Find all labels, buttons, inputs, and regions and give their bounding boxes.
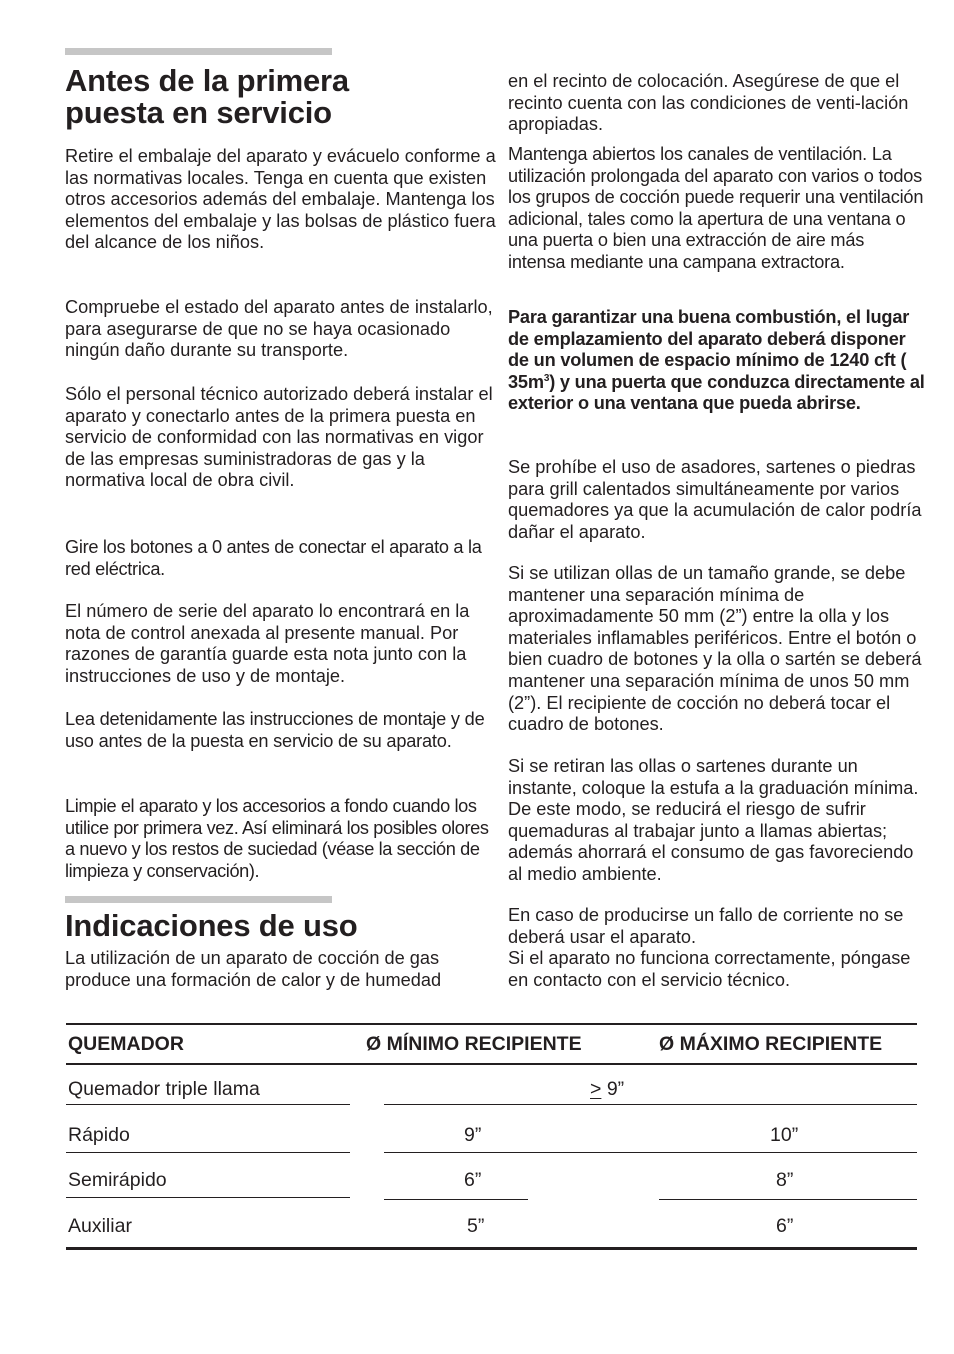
paragraph-usage-intro: La utilización de un aparato de cocción de gas produce una formación de calor y de humedad	[65, 948, 442, 990]
paragraph-grill: Se prohíbe el uso de asadores, sartenes o piedras para grill calentados simultáneamente por varios quemadores ya que la acumulación de calor podría dañar el aparato.	[508, 457, 922, 542]
paragraph-large-pots: Si se utilizan ollas de un tamaño grande, se debe mantener una separación mínima de aproximadamente 50 mm (2”) entre la olla y los materiales inflamables periféricos. Entre el botón o bien cuadro de botones y la olla o sartén se deberá mantener una separación mínima de unos 50 mm (2”). El recipiente de cocción no deberá tocar el cuadro de botones.	[508, 563, 922, 735]
combustion-text: Para garantizar una buena combustión, el lugar de emplazamiento del aparato deberá disponer de un volumen de espacio mínimo de 1240 cft ( 35m	[508, 307, 910, 392]
table-top-rule	[66, 1023, 917, 1025]
header-burner: QUEMADOR	[68, 1033, 184, 1055]
header-max-vessel: Ø MÁXIMO RECIPIENTE	[659, 1033, 883, 1055]
paragraph-ventilation: Mantenga abiertos los canales de ventilación. La utilización prolongada del aparato con varios o todos los grupos de cocción puede requerir una ventilación adicional, tales como la apertura de una ventana o una puerta o bien una extracción de aire más intensa mediante una campana extractora.	[508, 144, 924, 272]
header-min-vessel: Ø MÍNIMO RECIPIENTE	[366, 1033, 582, 1055]
table-cell-max: 8”	[776, 1169, 794, 1191]
row-divider	[66, 1197, 350, 1198]
paragraph-clean: Limpie el aparato y los accesorios a fondo cuando los utilice por primera vez. Así eliminará los posibles olores a nuevo y los restos de suciedad (véase la sección de limpieza y conservación).	[65, 796, 489, 881]
table-cell-max: 6”	[776, 1215, 794, 1237]
table-cell-min: 6”	[464, 1169, 482, 1191]
power-failure-text: En caso de producirse un fallo de corriente no se deberá usar el aparato.	[508, 905, 904, 947]
table-cell-burner: Semirápido	[68, 1169, 167, 1191]
row-divider	[384, 1199, 528, 1200]
row-divider	[659, 1199, 917, 1200]
section-rule-2	[65, 896, 332, 903]
paragraph-remove-pots: Si se retiran las ollas o sartenes durante un instante, coloque la estufa a la graduación mínima. De este modo, se reducirá el riesgo de sufrir quemaduras al trabajar junto a llamas abiertas; además ahorrará el consumo de gas favoreciendo al medio ambiente.	[508, 756, 919, 884]
paragraph-continuation: en el recinto de colocación. Asegúrese de que el recinto cuenta con las condiciones de venti-lación apropiadas.	[508, 71, 909, 135]
service-text: Si el aparato no funciona correctamente, póngase en contacto con el servicio técnico.	[508, 948, 911, 990]
row-divider	[384, 1104, 917, 1105]
table-cell-min	[590, 1077, 624, 1101]
paragraph-serial: El número de serie del aparato lo encontrará en la nota de control anexada al presente manual. Por razones de garantía guarde esta nota junto con la instrucciones de uso y de montaje.	[65, 601, 470, 686]
table-cell-max: 10”	[770, 1124, 799, 1146]
paragraph-technician: Sólo el personal técnico autorizado deberá instalar el aparato y conectarlo antes de la primera puesta en servicio de conformidad con las normativas en vigor de las empresas suministradoras de gas y la normativa local de obra civil.	[65, 384, 493, 491]
row-divider	[384, 1152, 917, 1153]
table-cell-min: 5”	[467, 1215, 485, 1237]
paragraph-inspect: Compruebe el estado del aparato antes de instalarlo, para asegurarse de que no se haya ocasionado ningún daño durante su transporte.	[65, 297, 493, 361]
row-divider	[66, 1104, 350, 1105]
paragraph-read-instructions: Lea detenidamente las instrucciones de montaje y de uso antes de la puesta en servicio de su aparato.	[65, 709, 485, 751]
greater-equal-sign: >	[590, 1078, 602, 1100]
table-cell-burner: Auxiliar	[68, 1215, 132, 1237]
table-cell-burner: Quemador triple llama	[68, 1078, 260, 1100]
header-rule	[66, 1063, 917, 1065]
table-cell-min: 9”	[464, 1124, 482, 1146]
section-title-usage: Indicaciones de uso	[65, 908, 358, 943]
min-value: 9”	[606, 1078, 625, 1100]
superscript-3: 3	[543, 372, 550, 384]
row-divider	[66, 1152, 350, 1153]
table-cell-burner: Rápido	[68, 1124, 130, 1146]
title-line-1: Antes de la primera	[65, 63, 349, 98]
combustion-text-end: ) y una puerta que conduzca directamente al exterior o una ventana que pueda abrirse.	[508, 371, 925, 414]
paragraph-power-failure	[508, 905, 926, 991]
paragraph-knobs: Gire los botones a 0 antes de conectar el aparato a la red eléctrica.	[65, 537, 482, 579]
section-title-before-first-use	[65, 65, 349, 129]
paragraph-packaging: Retire el embalaje del aparato y evácuelo conforme a las normativas locales. Tenga en cuenta que existen otros accesorios además del embalaje. Mantenga los elementos del embalaje y las bolsas de plástico fuera del alcance de los niños.	[65, 146, 496, 253]
section-rule	[65, 48, 332, 55]
table-bottom-rule	[66, 1247, 917, 1250]
paragraph-combustion-warning	[508, 307, 926, 415]
title-line-2: puesta en servicio	[65, 95, 332, 130]
